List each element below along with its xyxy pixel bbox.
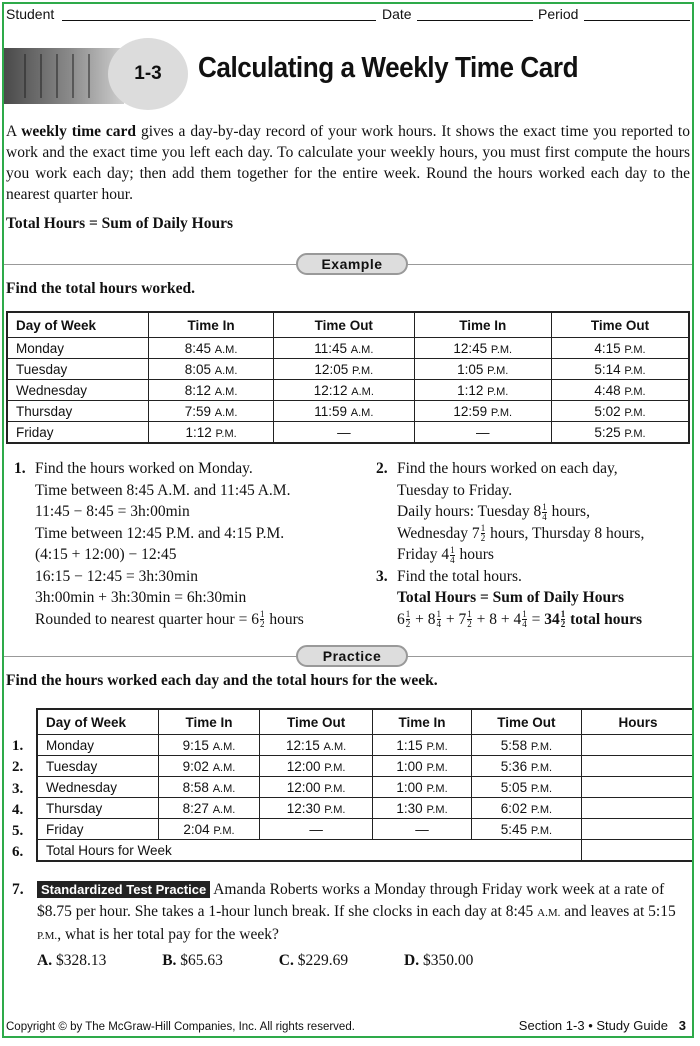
worksheet-page [2, 2, 694, 1038]
time-cell: 12:30 P.M. [259, 798, 372, 819]
hours-answer-cell[interactable] [582, 819, 695, 840]
time-cell: 12:12 A.M. [274, 380, 414, 401]
table-header-row [37, 709, 694, 735]
answer-choices [12, 950, 684, 972]
time-cell: 1:00 P.M. [373, 756, 472, 777]
footer-right: Section 1-3 • Study Guide 3 [518, 1018, 686, 1033]
time-cell: 12:00 P.M. [259, 777, 372, 798]
banner-image [4, 48, 124, 104]
practice-heading: Find the hours worked each day and the total hours for the week. [6, 672, 438, 689]
day-cell: Wednesday [37, 777, 159, 798]
time-cell: 1:30 P.M. [373, 798, 472, 819]
student-label: Student [6, 6, 55, 22]
time-cell: 8:58 A.M. [159, 777, 260, 798]
test-practice-badge: Standardized Test Practice [37, 881, 210, 898]
time-cell: 9:02 A.M. [159, 756, 260, 777]
column-header: Hours [582, 709, 695, 735]
time-cell: 5:58 P.M. [471, 735, 581, 756]
time-cell: 2:04 P.M. [159, 819, 260, 840]
time-cell: 12:45 P.M. [414, 338, 551, 359]
time-cell: 8:12 A.M. [149, 380, 274, 401]
page-footer [6, 1018, 686, 1033]
time-cell: 12:15 A.M. [259, 735, 372, 756]
day-cell: Friday [7, 422, 149, 444]
time-cell: — [414, 422, 551, 444]
page-title: Calculating a Weekly Time Card [198, 52, 579, 84]
hours-answer-cell[interactable] [582, 756, 695, 777]
intro-paragraph: A weekly time card gives a day-by-day record of your work hours. It shows the exact time you reported to work and the exact time you left each day. To calculate your weekly hours, you must first compute the hours you work each day; then add them together for the entire week. Round the hours worked each day to the nearest quarter hour. [6, 123, 690, 203]
time-cell: 6:02 P.M. [471, 798, 581, 819]
example-heading: Find the total hours worked. [6, 280, 196, 297]
solution-step-1: 1. Find the hours worked on Monday. Time between 8:45 A.M. and 11:45 A.M. 11:45 − 8:45 = 3h:00min Time between 12:45 P.M. and 4:15 P.M. (4:15 + 12:00) − 12:45 16:15 − 12:45 = 3h:30min 3h:00min + 3h:30min = 6h:30min Rounded to nearest quarter hour = 6 $\frac{1}{2}$ hours [14, 460, 304, 630]
time-cell: 11:59 A.M. [274, 401, 414, 422]
table-row [37, 819, 694, 840]
example-table [6, 311, 690, 444]
key-term: weekly time card [21, 123, 137, 140]
day-cell: Tuesday [37, 756, 159, 777]
time-cell: 12:59 P.M. [414, 401, 551, 422]
table-row [7, 422, 689, 444]
table-row [37, 798, 694, 819]
practice-label: Practice [296, 645, 408, 667]
choice-c[interactable]: C. $229.69 [278, 951, 349, 969]
time-cell: 8:27 A.M. [159, 798, 260, 819]
time-cell: — [274, 422, 414, 444]
copyright: Copyright © by The McGraw-Hill Companies, Inc. All rights reserved. [6, 1021, 355, 1033]
choice-a[interactable]: A. $328.13 [37, 951, 107, 969]
column-header: Day of Week [7, 312, 149, 338]
choice-d[interactable]: D. $350.00 [404, 951, 474, 969]
day-cell: Thursday [37, 798, 159, 819]
column-header: Time In [149, 312, 274, 338]
period-line [584, 20, 690, 21]
formula: Total Hours = Sum of Daily Hours [6, 215, 234, 232]
time-cell: 5:36 P.M. [471, 756, 581, 777]
hours-answer-cell[interactable] [582, 735, 695, 756]
column-header: Time Out [471, 709, 581, 735]
column-header: Time In [373, 709, 472, 735]
time-cell: 9:15 A.M. [159, 735, 260, 756]
table-row [7, 338, 689, 359]
day-cell: Monday [7, 338, 149, 359]
column-header: Day of Week [37, 709, 159, 735]
time-cell: 8:05 A.M. [149, 359, 274, 380]
time-cell: 5:05 P.M. [471, 777, 581, 798]
table-header-row [7, 312, 689, 338]
table-row [7, 359, 689, 380]
time-cell: 12:00 P.M. [259, 756, 372, 777]
table-row [37, 735, 694, 756]
day-cell: Thursday [7, 401, 149, 422]
total-row-label: Total Hours for Week [37, 840, 582, 862]
question-number: 7. [12, 881, 24, 898]
time-cell: — [259, 819, 372, 840]
lesson-number: 1-3 [108, 38, 188, 110]
choice-b[interactable]: B. $65.63 [162, 951, 223, 969]
day-cell: Friday [37, 819, 159, 840]
time-cell: 4:15 P.M. [551, 338, 689, 359]
example-label: Example [296, 253, 408, 275]
practice-row-numbers: 1. 2. 3. 4. 5. 6. [12, 738, 24, 861]
time-cell: 1:12 P.M. [149, 422, 274, 444]
student-header [6, 6, 690, 22]
time-cell: 1:12 P.M. [414, 380, 551, 401]
time-cell: 8:45 A.M. [149, 338, 274, 359]
day-cell: Tuesday [7, 359, 149, 380]
period-label: Period [538, 6, 579, 22]
table-row [7, 401, 689, 422]
practice-table [36, 708, 694, 862]
question-7: 7. Standardized Test Practice Amanda Roberts works a Monday through Friday work week at a rate of $8.75 per hour. She takes a 1-hour lunch break. If she clocks in each day at 8:45 A.M. and leaves at 5:15 P.M., what is her total pay for the week? A. $328.13 B. $65.63 C. $229.69 D. $350.00 [12, 879, 684, 971]
table-row [37, 777, 694, 798]
total-hours-cell[interactable] [582, 840, 695, 862]
table-row [37, 756, 694, 777]
time-cell: 1:15 P.M. [373, 735, 472, 756]
time-cell: 12:05 P.M. [274, 359, 414, 380]
hours-answer-cell[interactable] [582, 777, 695, 798]
time-cell: 5:02 P.M. [551, 401, 689, 422]
column-header: Time Out [551, 312, 689, 338]
time-cell: 7:59 A.M. [149, 401, 274, 422]
column-header: Time In [414, 312, 551, 338]
column-header: Time Out [259, 709, 372, 735]
time-cell: 5:14 P.M. [551, 359, 689, 380]
table-row [7, 380, 689, 401]
time-cell: 4:48 P.M. [551, 380, 689, 401]
day-cell: Monday [37, 735, 159, 756]
date-line [417, 20, 533, 21]
time-cell: 1:05 P.M. [414, 359, 551, 380]
column-header: Time Out [274, 312, 414, 338]
total-row [37, 840, 694, 862]
date-label: Date [382, 6, 412, 22]
time-cell: 1:00 P.M. [373, 777, 472, 798]
day-cell: Wednesday [7, 380, 149, 401]
time-cell: 5:25 P.M. [551, 422, 689, 444]
time-cell: 11:45 A.M. [274, 338, 414, 359]
solution-steps-2-3: 2. Find the hours worked on each day, Tuesday to Friday. Daily hours: Tuesday 8 $\frac{1}{4}$ hours, Wednesday 7 $\frac{1}{2}$ hours, Thursday 8 hours, Friday 4 $\frac{1}{4}$ hours 3. Find the total hours. Total Hours = Sum of Daily Hours 6 $\frac{1}{2}$ + 8 $\frac{1}{4}$ + 7 $\frac{1}{2}$ + 8 + 4 $\frac{1}{4}$ = 34 $\frac{1}{2}$ total hours [376, 460, 645, 630]
time-cell: 5:45 P.M. [471, 819, 581, 840]
column-header: Time In [159, 709, 260, 735]
hours-answer-cell[interactable] [582, 798, 695, 819]
time-cell: — [373, 819, 472, 840]
student-line [62, 20, 376, 21]
